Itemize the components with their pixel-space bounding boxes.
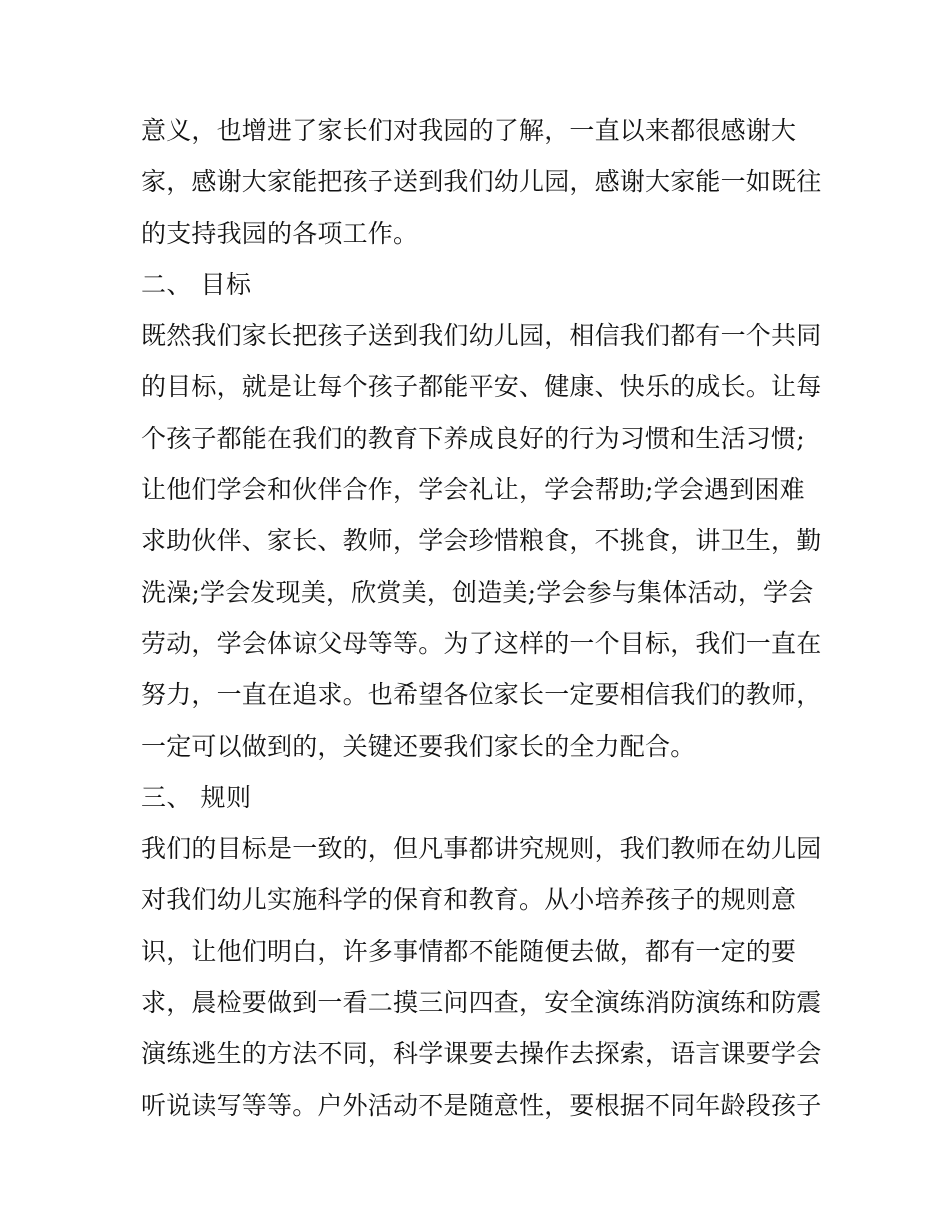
section-heading-rules: 三、 规则	[141, 782, 252, 812]
paragraph-line: 的目标，就是让每个孩子都能平安、健康、快乐的成长。让每	[141, 372, 822, 402]
paragraph-line: 对我们幼儿实施科学的保育和教育。从小培养孩子的规则意	[141, 885, 797, 915]
paragraph-line: 家，感谢大家能把孩子送到我们幼儿园，感谢大家能一如既往	[141, 167, 822, 197]
paragraph-line: 一定可以做到的，关键还要我们家长的全力配合。	[141, 731, 696, 761]
paragraph-line: 劳动，学会体谅父母等等。为了这样的一个目标，我们一直在	[141, 628, 822, 658]
paragraph-line: 演练逃生的方法不同，科学课要去操作去探索，语言课要学会	[141, 1039, 822, 1069]
section-heading-goals: 二、 目标	[141, 269, 252, 299]
paragraph-line: 求助伙伴、家长、教师，学会珍惜粮食，不挑食，讲卫生，勤	[141, 526, 822, 556]
paragraph-line: 求，晨检要做到一看二摸三问四查，安全演练消防演练和防震	[141, 988, 822, 1018]
paragraph-line: 洗澡;学会发现美，欣赏美，创造美;学会参与集体活动，学会	[141, 577, 814, 607]
body-text	[141, 105, 821, 1131]
paragraph-line: 努力，一直在追求。也希望各位家长一定要相信我们的教师，	[141, 680, 822, 710]
paragraph-line: 听说读写等等。户外活动不是随意性，要根据不同年龄段孩子	[141, 1090, 822, 1120]
paragraph-line: 既然我们家长把孩子送到我们幼儿园，相信我们都有一个共同	[141, 321, 822, 351]
paragraph-line: 个孩子都能在我们的教育下养成良好的行为习惯和生活习惯;	[141, 423, 805, 453]
paragraph-line: 我们的目标是一致的，但凡事都讲究规则，我们教师在幼儿园	[141, 834, 822, 864]
paragraph-line: 识，让他们明白，许多事情都不能随便去做，都有一定的要	[141, 936, 797, 966]
paragraph-line: 的支持我园的各项工作。	[141, 218, 419, 248]
paragraph-line: 让他们学会和伙伴合作，学会礼让，学会帮助;学会遇到困难	[141, 475, 805, 505]
paragraph-line: 意义，也增进了家长们对我园的了解，一直以来都很感谢大	[141, 116, 797, 145]
